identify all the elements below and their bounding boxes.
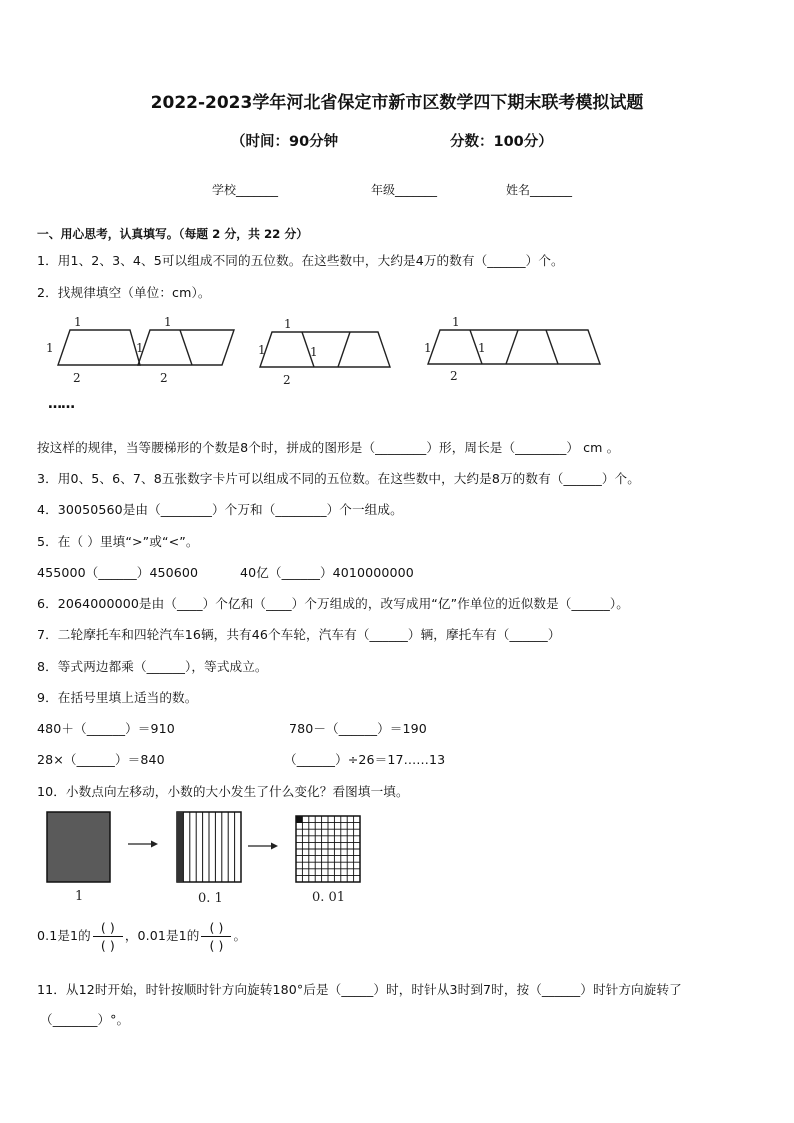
question-5: 5．在（ ）里填“>”或“<”。 [37, 534, 199, 549]
trapezoid-pattern-figure [40, 312, 610, 412]
fig-label-side: 1 [46, 341, 54, 355]
q10-text-c: 。 [233, 928, 247, 943]
grade-field: 年级_______ [371, 183, 438, 197]
question-7: 7．二轮摩托车和四轮汽车16辆，共有46个车轮，汽车有（______）辆，摩托车有（______） [37, 627, 561, 642]
fig-label-top: 1 [284, 317, 292, 331]
exam-score: 分数：100分） [450, 134, 553, 150]
question-11-cont: （_______）°。 [40, 1012, 130, 1027]
question-3: 3．用0、5、6、7、8五张数字卡片可以组成不同的五位数。在这些数中，大约是8万的数有（______）个。 [37, 471, 640, 486]
page-title: 2022-2023学年河北省保定市新市区数学四下期末联考模拟试题 [150, 93, 644, 113]
question-9: 9．在括号里填上适当的数。 [37, 690, 198, 705]
question-6: 6．2064000000是由（____）个亿和（____）个万组成的，改写成用“亿”作单位的近似数是（______）。 [37, 596, 629, 611]
fraction-blank: $\frac{( )}{( )}$ [93, 920, 123, 953]
fig-label-bottom: 2 [160, 371, 168, 385]
question-9a: 480＋（______）＝910 [37, 721, 175, 736]
question-2-text: 按这样的规律，当等腰梯形的个数是8个时，拼成的图形是（________）形，周长是（________） cm 。 [37, 440, 620, 455]
fig-label-top: 1 [74, 315, 82, 329]
question-2: 2．找规律填空（单位：cm）。 [37, 285, 211, 300]
label-tenth: 0. 1 [198, 891, 223, 906]
q10-text-b: ，0.01是1的 [124, 928, 200, 943]
exam-time: （时间：90分钟 [231, 134, 339, 150]
question-1: 1．用1、2、3、4、5可以组成不同的五位数。在这些数中，大约是4万的数有（______）个。 [37, 253, 564, 268]
question-4: 4．30050560是由（________）个万和（________）个一组成。 [37, 502, 403, 517]
section-heading: 一、用心思考，认真填写。（每题 2 分，共 22 分） [37, 227, 309, 241]
fig-label-bottom: 2 [73, 371, 81, 385]
question-9c: 28×（______）＝840 [37, 752, 165, 767]
fig-label-top: 1 [164, 315, 172, 329]
name-field: 姓名_______ [506, 183, 573, 197]
fraction-blank: $\frac{( )}{( )}$ [201, 920, 231, 953]
school-field: 学校_______ [212, 183, 279, 197]
fig-label-side: 1 [136, 341, 144, 355]
question-8: 8．等式两边都乘（______），等式成立。 [37, 659, 268, 674]
ellipsis: …… [48, 396, 74, 412]
question-5a: 455000（______）450600 [37, 565, 199, 580]
fig-label-side: 1 [258, 343, 266, 357]
q10-text-a: 0.1是1的 [37, 928, 91, 943]
fig-label-side: 1 [424, 341, 432, 355]
question-5b: 40亿（______）4010000000 [240, 565, 414, 580]
fig-label-top: 1 [452, 315, 460, 329]
fig-label-side: 1 [478, 341, 486, 355]
fig-label-side: 1 [310, 345, 318, 359]
fig-label-bottom: 2 [450, 369, 458, 383]
question-11: 11．从12时开始，时针按顺时针方向旋转180°后是（_____）时，时针从3时到7时，按（______）时针方向旋转了 [37, 982, 682, 997]
label-one: 1 [75, 889, 84, 904]
fig-label-bottom: 2 [283, 373, 291, 387]
question-10: 10．小数点向左移动，小数的大小发生了什么变化？看图填一填。 [37, 784, 409, 799]
question-9d: （______）÷26＝17……13 [284, 752, 446, 767]
decimal-squares-figure [40, 808, 380, 908]
label-hundredth: 0. 01 [312, 890, 346, 905]
question-9b: 780－（______）＝190 [289, 721, 427, 736]
question-10-text [37, 920, 246, 953]
